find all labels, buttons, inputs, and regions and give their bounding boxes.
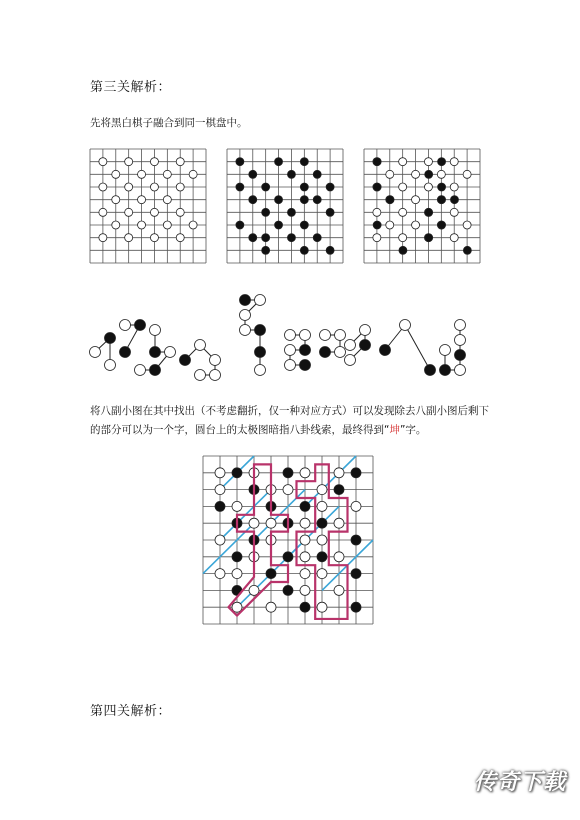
white-stone [138, 170, 146, 178]
black-stone [120, 347, 131, 358]
white-stone [463, 221, 471, 229]
black-stone [287, 234, 295, 242]
black-stone [440, 365, 451, 376]
black-stone [326, 183, 334, 191]
white-stone [455, 335, 466, 346]
white-stone [300, 518, 310, 528]
white-stone [150, 325, 161, 336]
black-stone [249, 196, 257, 204]
black-stone [313, 170, 321, 178]
white-stone [412, 170, 420, 178]
white-stone [150, 183, 158, 191]
white-stone [176, 208, 184, 216]
black-stone [300, 196, 308, 204]
black-stone [373, 158, 381, 166]
white-stone [112, 221, 120, 229]
black-stone [317, 552, 327, 562]
white-stone [360, 325, 371, 336]
black-stone [283, 585, 293, 595]
white-stone [138, 221, 146, 229]
white-stone [112, 196, 120, 204]
white-stone [99, 158, 107, 166]
black-stone [373, 183, 381, 191]
white-stone [125, 208, 133, 216]
white-stone [195, 340, 206, 351]
black-stone [236, 221, 244, 229]
white-stone [255, 295, 266, 306]
white-stone [163, 221, 171, 229]
black-stone [450, 196, 458, 204]
white-stone [300, 535, 310, 545]
white-stone [317, 569, 327, 579]
white-stone [215, 485, 225, 495]
black-stone [351, 569, 361, 579]
white-stones-board [90, 149, 208, 265]
white-stone [150, 234, 158, 242]
black-stone [380, 345, 391, 356]
white-stone [373, 234, 381, 242]
white-stone [335, 330, 346, 341]
white-stone [317, 535, 327, 545]
black-stone [275, 158, 283, 166]
white-stone [99, 208, 107, 216]
black-stone [351, 602, 361, 612]
white-stone [334, 468, 344, 478]
white-stone [150, 158, 158, 166]
white-stone [189, 170, 197, 178]
white-stone [386, 221, 394, 229]
black-stone [249, 170, 257, 178]
white-stone [334, 518, 344, 528]
black-stone [300, 501, 310, 511]
black-stone [287, 170, 295, 178]
black-stone [232, 552, 242, 562]
white-stone [163, 196, 171, 204]
black-stone [438, 196, 446, 204]
white-stone [283, 485, 293, 495]
white-stone [125, 234, 133, 242]
black-stone [240, 295, 251, 306]
black-stone [313, 196, 321, 204]
white-stone [440, 345, 451, 356]
white-stone [90, 347, 101, 358]
white-stone [320, 330, 331, 341]
white-stone [189, 221, 197, 229]
white-stone [455, 365, 466, 376]
black-stone [249, 234, 257, 242]
white-stone [163, 170, 171, 178]
white-stone [285, 360, 296, 371]
black-stone [438, 158, 446, 166]
white-stone [351, 501, 361, 511]
white-stone [255, 365, 266, 376]
black-stone [232, 468, 242, 478]
white-stone [317, 485, 327, 495]
white-stone [300, 330, 311, 341]
black-stone [283, 552, 293, 562]
black-stone [255, 325, 266, 336]
black-stone [463, 246, 471, 254]
white-stone [215, 569, 225, 579]
black-stone [438, 221, 446, 229]
white-stone [335, 347, 346, 358]
black-stone [287, 208, 295, 216]
figure-link [405, 325, 430, 370]
black-stone [313, 234, 321, 242]
white-stone [176, 183, 184, 191]
explanation-text-after: ”字。 [399, 424, 427, 436]
black-stone [262, 234, 270, 242]
black-stone [425, 170, 433, 178]
black-stone [300, 246, 308, 254]
white-stone [450, 234, 458, 242]
black-stone [262, 246, 270, 254]
black-stone [215, 501, 225, 511]
black-stone [300, 158, 308, 166]
black-stones-board [227, 149, 345, 265]
white-stone [232, 501, 242, 511]
black-stone [275, 221, 283, 229]
black-stone [425, 208, 433, 216]
white-stone [345, 340, 356, 351]
answer-character: 坤 [389, 424, 400, 436]
white-stone [165, 347, 176, 358]
white-stone [176, 158, 184, 166]
black-stone [326, 208, 334, 216]
answer-board [203, 456, 375, 626]
white-stone [266, 602, 276, 612]
white-stone [138, 196, 146, 204]
black-stone [373, 221, 381, 229]
white-stone [125, 183, 133, 191]
black-stone [300, 602, 310, 612]
site-watermark: 传奇下载 [473, 770, 566, 795]
white-stone [99, 234, 107, 242]
black-stone [255, 347, 266, 358]
level3-explanation [90, 402, 490, 440]
black-stone [262, 208, 270, 216]
merged-stones-board [364, 149, 482, 265]
white-stone [450, 208, 458, 216]
black-stone [180, 355, 191, 366]
white-stone [300, 569, 310, 579]
white-stone [463, 170, 471, 178]
white-stone [450, 183, 458, 191]
eight-small-figures [85, 290, 485, 385]
white-stone [210, 370, 221, 381]
black-stone [300, 360, 311, 371]
white-stone [437, 170, 445, 178]
white-stone [399, 183, 407, 191]
white-stone [334, 552, 344, 562]
white-stone [240, 325, 251, 336]
black-stone [266, 569, 276, 579]
white-stone [105, 360, 116, 371]
white-stone [232, 569, 242, 579]
white-stone [424, 158, 432, 166]
black-stone [399, 246, 407, 254]
black-stone [425, 365, 436, 376]
white-stone [400, 320, 411, 331]
black-stone [150, 347, 161, 358]
white-stone [300, 552, 310, 562]
white-stone [399, 158, 407, 166]
white-stone [125, 158, 133, 166]
white-stone [215, 535, 225, 545]
white-stone [300, 468, 310, 478]
white-stone [424, 183, 432, 191]
black-stone [236, 183, 244, 191]
black-stone [386, 196, 394, 204]
black-stone [150, 365, 161, 376]
white-stone [266, 518, 276, 528]
white-stone [150, 208, 158, 216]
white-stone [300, 585, 310, 595]
black-stone [262, 183, 270, 191]
white-stone [285, 330, 296, 341]
white-stone [334, 585, 344, 595]
black-stone [351, 468, 361, 478]
black-stone [275, 196, 283, 204]
white-stone [317, 602, 327, 612]
black-stone [351, 535, 361, 545]
white-stone [120, 320, 131, 331]
white-stone [386, 170, 394, 178]
white-stone [317, 501, 327, 511]
black-stone [135, 320, 146, 331]
black-stone [326, 246, 334, 254]
white-stone [176, 234, 184, 242]
white-stone [240, 310, 251, 321]
black-stone [317, 518, 327, 528]
level3-intro: 先将黑白棋子融合到同一棋盘中。 [90, 117, 248, 129]
black-stone [300, 345, 311, 356]
black-stone [455, 350, 466, 361]
black-stone [300, 183, 308, 191]
white-stone [210, 355, 221, 366]
white-stone [215, 468, 225, 478]
black-stone [320, 347, 331, 358]
white-stone [112, 170, 120, 178]
black-stone [438, 183, 446, 191]
black-stone [283, 468, 293, 478]
explanation-text-before: 将八副小图在其中找出（不考虑翻折，仅一种对应方式）可以发现除去八副小图后剩下的部分可以为一个字，圆台上的太极图暗指八卦线索，最终得到“ [90, 405, 489, 436]
white-stone [249, 518, 259, 528]
white-stone [99, 183, 107, 191]
black-stone [425, 234, 433, 242]
black-stone [334, 485, 344, 495]
black-stone [360, 340, 371, 351]
white-stone [450, 158, 458, 166]
white-stone [399, 234, 407, 242]
white-stone [345, 355, 356, 366]
white-stone [399, 208, 407, 216]
white-stone [285, 345, 296, 356]
white-stone [195, 370, 206, 381]
white-stone [135, 365, 146, 376]
white-stone [412, 196, 420, 204]
level4-title: 第四关解析： [90, 704, 172, 719]
level3-title: 第三关解析： [90, 80, 172, 95]
black-stone [105, 333, 116, 344]
white-stone [412, 221, 420, 229]
black-stone [236, 158, 244, 166]
white-stone [455, 320, 466, 331]
white-stone [373, 208, 381, 216]
black-stone [300, 221, 308, 229]
